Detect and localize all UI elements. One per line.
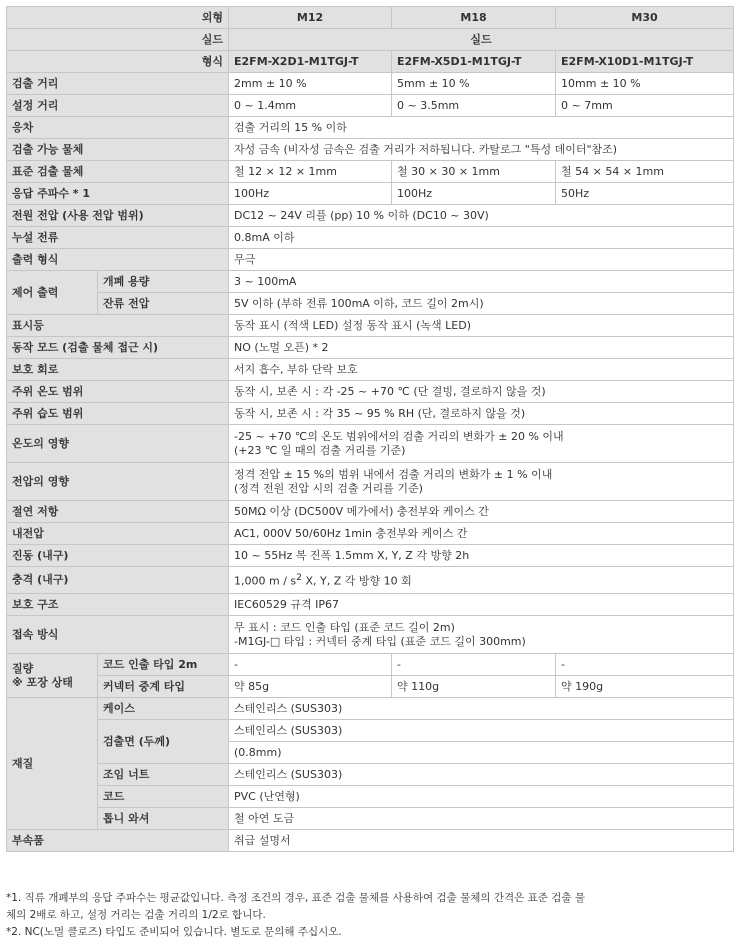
cell: 약 85g bbox=[229, 676, 392, 698]
table-row bbox=[7, 523, 734, 545]
table-row bbox=[7, 95, 734, 117]
cell: 스테인리스 (SUS303) bbox=[229, 720, 734, 742]
sub-label: 케이스 bbox=[98, 698, 229, 720]
row-label: 전압의 영향 bbox=[7, 463, 229, 501]
row-label: 제어 출력 bbox=[7, 271, 98, 315]
sub-label: 톱니 와셔 bbox=[98, 808, 229, 830]
table-row bbox=[7, 293, 734, 315]
cell: 서지 흡수, 부하 단락 보호 bbox=[229, 359, 734, 381]
table-row bbox=[7, 29, 734, 51]
row-label: 주위 습도 범위 bbox=[7, 403, 229, 425]
cell: 철 아연 도금 bbox=[229, 808, 734, 830]
table-row bbox=[7, 205, 734, 227]
sub-label: 코드 인출 타입 2m bbox=[98, 654, 229, 676]
table-row bbox=[7, 403, 734, 425]
table-row bbox=[7, 381, 734, 403]
cell: 0 ~ 7mm bbox=[556, 95, 734, 117]
row-label: 동작 모드 (검출 물체 접근 시) bbox=[7, 337, 229, 359]
table-row bbox=[7, 676, 734, 698]
row-label: 출력 형식 bbox=[7, 249, 229, 271]
cell: DC12 ~ 24V 리플 (pp) 10 % 이하 (DC10 ~ 30V) bbox=[229, 205, 734, 227]
table-row bbox=[7, 183, 734, 205]
cell: 동작 표시 (적색 LED) 설정 동작 표시 (녹색 LED) bbox=[229, 315, 734, 337]
table-row bbox=[7, 545, 734, 567]
sub-label: 개폐 용량 bbox=[98, 271, 229, 293]
table-row bbox=[7, 271, 734, 293]
table-row bbox=[7, 698, 734, 720]
table-row bbox=[7, 463, 734, 501]
row-label: 내전압 bbox=[7, 523, 229, 545]
table-row bbox=[7, 425, 734, 463]
cell: (0.8mm) bbox=[229, 742, 734, 764]
table-row bbox=[7, 73, 734, 95]
row-label: 보호 회로 bbox=[7, 359, 229, 381]
row-label: 전원 전압 (사용 전압 범위) bbox=[7, 205, 229, 227]
table-row bbox=[7, 786, 734, 808]
shock-exponent: 2 bbox=[296, 572, 302, 584]
table-row bbox=[7, 830, 734, 852]
model-m30: E2FM-X10D1-M1TGJ-T bbox=[556, 51, 734, 73]
table-row bbox=[7, 808, 734, 830]
row-label: 응차 bbox=[7, 117, 229, 139]
table-row bbox=[7, 720, 734, 742]
shield-value: 실드 bbox=[229, 29, 734, 51]
row-label: 누설 전류 bbox=[7, 227, 229, 249]
cell: NO (노멀 오픈) * 2 bbox=[229, 337, 734, 359]
sub-label: 커넥터 중계 타입 bbox=[98, 676, 229, 698]
shock-value: 1,000 m / s bbox=[234, 574, 297, 588]
row-label: 표준 검출 물체 bbox=[7, 161, 229, 183]
shield-label: 실드 bbox=[7, 29, 229, 51]
cell: 5mm ± 10 % bbox=[392, 73, 556, 95]
footnotes bbox=[6, 890, 733, 941]
cell: 2mm ± 10 % bbox=[229, 73, 392, 95]
table-row bbox=[7, 7, 734, 29]
cell: AC1, 000V 50/60Hz 1min 충전부와 케이스 간 bbox=[229, 523, 734, 545]
cell: 검출 거리의 15 % 이하 bbox=[229, 117, 734, 139]
cell: 5V 이하 (부하 전류 100mA 이하, 코드 길이 2m시) bbox=[229, 293, 734, 315]
row-label: 보호 구조 bbox=[7, 594, 229, 616]
cell: 50MΩ 이상 (DC500V 메가에서) 충전부와 케이스 간 bbox=[229, 501, 734, 523]
col-m18: M18 bbox=[392, 7, 556, 29]
model-m12: E2FM-X2D1-M1TGJ-T bbox=[229, 51, 392, 73]
cell: 철 30 × 30 × 1mm bbox=[392, 161, 556, 183]
row-label: 표시등 bbox=[7, 315, 229, 337]
cell: 자성 금속 (비자성 금속은 검출 거리가 저하됩니다. 카탈로그 "특성 데이터"참조) bbox=[229, 139, 734, 161]
sub-label: 코드 bbox=[98, 786, 229, 808]
cell: 0 ~ 1.4mm bbox=[229, 95, 392, 117]
cell: 동작 시, 보존 시 : 각 -25 ~ +70 ℃ (단 결빙, 결로하지 않을 것) bbox=[229, 381, 734, 403]
cell: 약 110g bbox=[392, 676, 556, 698]
cell: - bbox=[392, 654, 556, 676]
table-row bbox=[7, 227, 734, 249]
cell bbox=[229, 567, 734, 594]
cell: 100Hz bbox=[392, 183, 556, 205]
row-label bbox=[7, 654, 98, 698]
cell: 취급 설명서 bbox=[229, 830, 734, 852]
cell: 100Hz bbox=[229, 183, 392, 205]
cell: PVC (난연형) bbox=[229, 786, 734, 808]
table-row bbox=[7, 501, 734, 523]
cell-line: -M1GJ-□ 타입 : 커넥터 중계 타입 (표준 코드 길이 300mm) bbox=[234, 634, 526, 648]
cell-line: (+23 ℃ 일 때의 검출 거리를 기준) bbox=[234, 443, 406, 457]
row-label: 주위 온도 범위 bbox=[7, 381, 229, 403]
table-row bbox=[7, 359, 734, 381]
cell: IEC60529 규격 IP67 bbox=[229, 594, 734, 616]
table-row bbox=[7, 249, 734, 271]
table-row bbox=[7, 117, 734, 139]
spec-table bbox=[6, 6, 734, 852]
table-row bbox=[7, 139, 734, 161]
row-label: 진동 (내구) bbox=[7, 545, 229, 567]
cell: 0 ~ 3.5mm bbox=[392, 95, 556, 117]
cell: - bbox=[556, 654, 734, 676]
table-row bbox=[7, 337, 734, 359]
cell: 0.8mA 이하 bbox=[229, 227, 734, 249]
table-row bbox=[7, 315, 734, 337]
cell: 철 12 × 12 × 1mm bbox=[229, 161, 392, 183]
cell bbox=[229, 616, 734, 654]
row-label: 설정 거리 bbox=[7, 95, 229, 117]
sub-label: 잔류 전압 bbox=[98, 293, 229, 315]
row-label: 온도의 영향 bbox=[7, 425, 229, 463]
cell: 철 54 × 54 × 1mm bbox=[556, 161, 734, 183]
table-row bbox=[7, 51, 734, 73]
col-m12: M12 bbox=[229, 7, 392, 29]
col-m30: M30 bbox=[556, 7, 734, 29]
shape-label: 외형 bbox=[7, 7, 229, 29]
cell: 약 190g bbox=[556, 676, 734, 698]
cell: 스테인리스 (SUS303) bbox=[229, 698, 734, 720]
cell bbox=[229, 463, 734, 501]
cell-line: 정격 전압 ± 15 %의 범위 내에서 검출 거리의 변화가 ± 1 % 이내 bbox=[234, 467, 553, 481]
cell: 10mm ± 10 % bbox=[556, 73, 734, 95]
cell: - bbox=[229, 654, 392, 676]
footnote-1: *1. 직류 개폐부의 응답 주파수는 평균값입니다. 측정 조건의 경우, 표준 검출 물체를 사용하여 검출 물체의 간격은 표준 검출 물 bbox=[6, 892, 586, 904]
weight-label: 질량 bbox=[12, 661, 34, 675]
footnote-1-cont: 체의 2배로 하고, 설정 거리는 검출 거리의 1/2로 합니다. bbox=[6, 909, 266, 921]
row-label: 재질 bbox=[7, 698, 98, 830]
cell: 3 ~ 100mA bbox=[229, 271, 734, 293]
shock-axes: X, Y, Z 각 방향 10 회 bbox=[301, 574, 412, 588]
cell-line: (정격 전원 전압 시의 검출 거리를 기준) bbox=[234, 481, 423, 495]
row-label: 검출 가능 물체 bbox=[7, 139, 229, 161]
cell: 스테인리스 (SUS303) bbox=[229, 764, 734, 786]
table-row bbox=[7, 654, 734, 676]
table-row bbox=[7, 764, 734, 786]
cell: 10 ~ 55Hz 복 진폭 1.5mm X, Y, Z 각 방향 2h bbox=[229, 545, 734, 567]
row-label: 부속품 bbox=[7, 830, 229, 852]
row-label: 접속 방식 bbox=[7, 616, 229, 654]
model-label: 형식 bbox=[7, 51, 229, 73]
table-row bbox=[7, 616, 734, 654]
model-m18: E2FM-X5D1-M1TGJ-T bbox=[392, 51, 556, 73]
table-row bbox=[7, 594, 734, 616]
table-row bbox=[7, 567, 734, 594]
row-label: 충격 (내구) bbox=[7, 567, 229, 594]
row-label: 응답 주파수 * 1 bbox=[7, 183, 229, 205]
sub-label: 검출면 (두께) bbox=[98, 720, 229, 764]
table-row bbox=[7, 161, 734, 183]
weight-label-note: ※ 포장 상태 bbox=[12, 675, 73, 689]
cell-line: 무 표시 : 코드 인출 타입 (표준 코드 길이 2m) bbox=[234, 620, 455, 634]
cell-line: -25 ~ +70 ℃의 온도 범위에서의 검출 거리의 변화가 ± 20 % 이내 bbox=[234, 429, 564, 443]
cell: 50Hz bbox=[556, 183, 734, 205]
footnote-2: *2. NC(노멀 클로즈) 타입도 준비되어 있습니다. 별도로 문의해 주십시오. bbox=[6, 926, 342, 938]
row-label: 검출 거리 bbox=[7, 73, 229, 95]
row-label: 절연 저항 bbox=[7, 501, 229, 523]
cell: 동작 시, 보존 시 : 각 35 ~ 95 % RH (단, 결로하지 않을 것) bbox=[229, 403, 734, 425]
cell: 무극 bbox=[229, 249, 734, 271]
sub-label: 조임 너트 bbox=[98, 764, 229, 786]
cell bbox=[229, 425, 734, 463]
